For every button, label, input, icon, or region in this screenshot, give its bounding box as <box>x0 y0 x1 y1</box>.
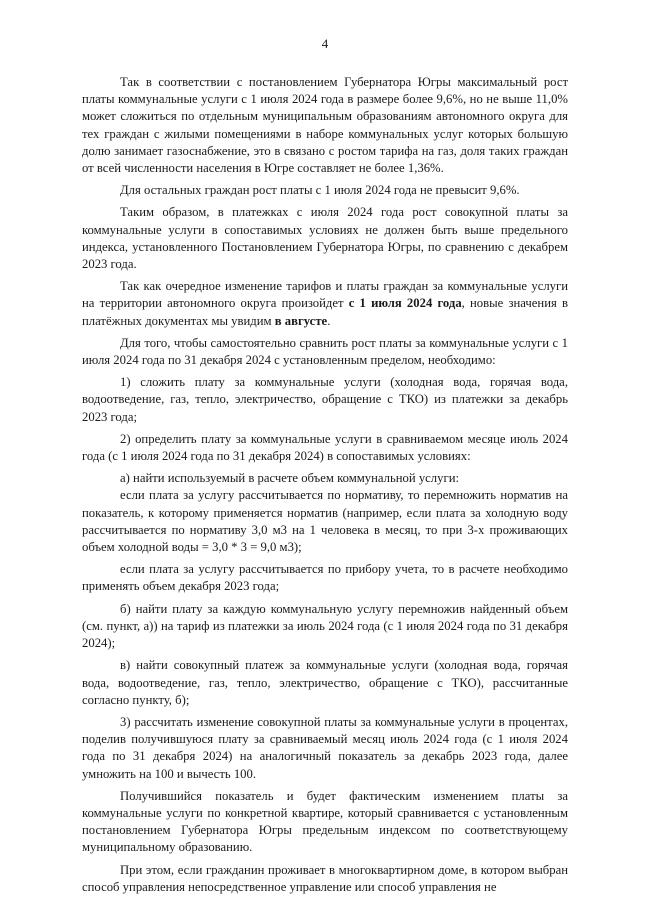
bold-date: с 1 июля 2024 года <box>348 296 462 311</box>
paragraph-step-2b: б) найти плату за каждую коммунальную услугу перемножив найденный объем (см. пункт, а)) на тариф из платежки за июль 2024 года (с 1 июля 2024 года по 31 декабря 2024); <box>82 601 568 651</box>
paragraph-summary: Таким образом, в платежках с июля 2024 года рост совокупной платы за коммунальные услуги в сопоставимых условиях не должен быть выше предельного индекса, установленного Постановлением Губернатора Югры, по сравнению с декабрем 2023 года. <box>82 205 568 272</box>
paragraph-gas-increase: Так в соответствии с постановлением Губернатора Югры максимальный рост платы коммунальные услуги с 1 июля 2024 года в размере более 9,6%, но не выше 11,0% может сложиться по отдельным муниципальным образованиям автономного округа для тех граждан с жилыми помещениями в наборе коммунальных услуг которых большую долю занимает газоснабжение, это в связано с ростом тарифа на газ, доля таких граждан от всей численности населения в Югре составляет не более 1,36%. <box>82 75 568 176</box>
paragraph-apartment-building: При этом, если гражданин проживает в многоквартирном доме, в котором выбран способ управления непосредственное управление или способ управления не <box>82 862 568 894</box>
body-text <box>82 74 568 901</box>
paragraph-next-change <box>82 278 568 330</box>
bold-month: в августе <box>274 313 328 328</box>
page-number: 4 <box>321 36 329 51</box>
text-segment: Так как очередное изменение тарифов и платы граждан за коммунальные услуги на территории автономного округа произойдет <box>82 279 568 311</box>
paragraph-meter: если плата за услугу рассчитывается по прибору учета, то в расчете необходимо применять объем декабря 2023 года; <box>82 562 568 594</box>
paragraph-step-3: 3) рассчитать изменение совокупной платы за коммунальные услуги в процентах, поделив получившуюся плату за сравниваемый месяц июль 2024 года (с 1 июля 2024 года по 31 декабря 2024) на аналогичный показатель за декабрь 2023 года, далее умножить на 100 и вычесть 100. <box>82 714 568 781</box>
paragraph-other-citizens: Для остальных граждан рост платы с 1 июля 2024 года не превысит 9,6%. <box>120 183 520 198</box>
paragraph-normative: если плата за услугу рассчитывается по нормативу, то перемножить норматив на показатель, к которому применяется норматив (например, если плата за холодную воду рассчитывается по нормативу 3,0 м3 на 1 человека в месяц, то при 3-х проживающих объем холодной воды = 3,0 * 3 = 9,0 м3); <box>82 488 568 555</box>
paragraph-how-to-compare: Для того, чтобы самостоятельно сравнить рост платы за коммунальные услуги с 1 июля 2024 года по 31 декабря 2024 с установленным пределом, необходимо: <box>82 335 568 368</box>
paragraph-result: Получившийся показатель и будет фактическим изменением платы за коммунальные услуги по конкретной квартире, который сравнивается с установленным постановлением Губернатора Югры предельным индексом по соответствующему муниципальному образованию. <box>82 788 568 855</box>
text-segment: , новые значения в платёжных документах мы увидим <box>82 296 568 328</box>
paragraph-step-2c: в) найти совокупный платеж за коммунальные услуги (холодная вода, горячая вода, водоотведение, газ, тепло, электричество, обращение с ТКО), рассчитанные согласно пункту, б); <box>82 658 568 707</box>
paragraph-step-2a: а) найти используемый в расчете объем коммунальной услуги: <box>120 471 460 486</box>
paragraph-step-1: 1) сложить плату за коммунальные услуги (холодная вода, горячая вода, водоотведение, газ, тепло, электричество, обращение с ТКО) из платежки за декабрь 2023 года; <box>82 375 568 424</box>
paragraph-step-2: 2) определить плату за коммунальные услуги в сравниваемом месяце июль 2024 года (с 1 июля 2024 года по 31 декабря 2024) в сопоставимых условиях: <box>82 431 568 464</box>
text-segment: . <box>327 313 331 328</box>
